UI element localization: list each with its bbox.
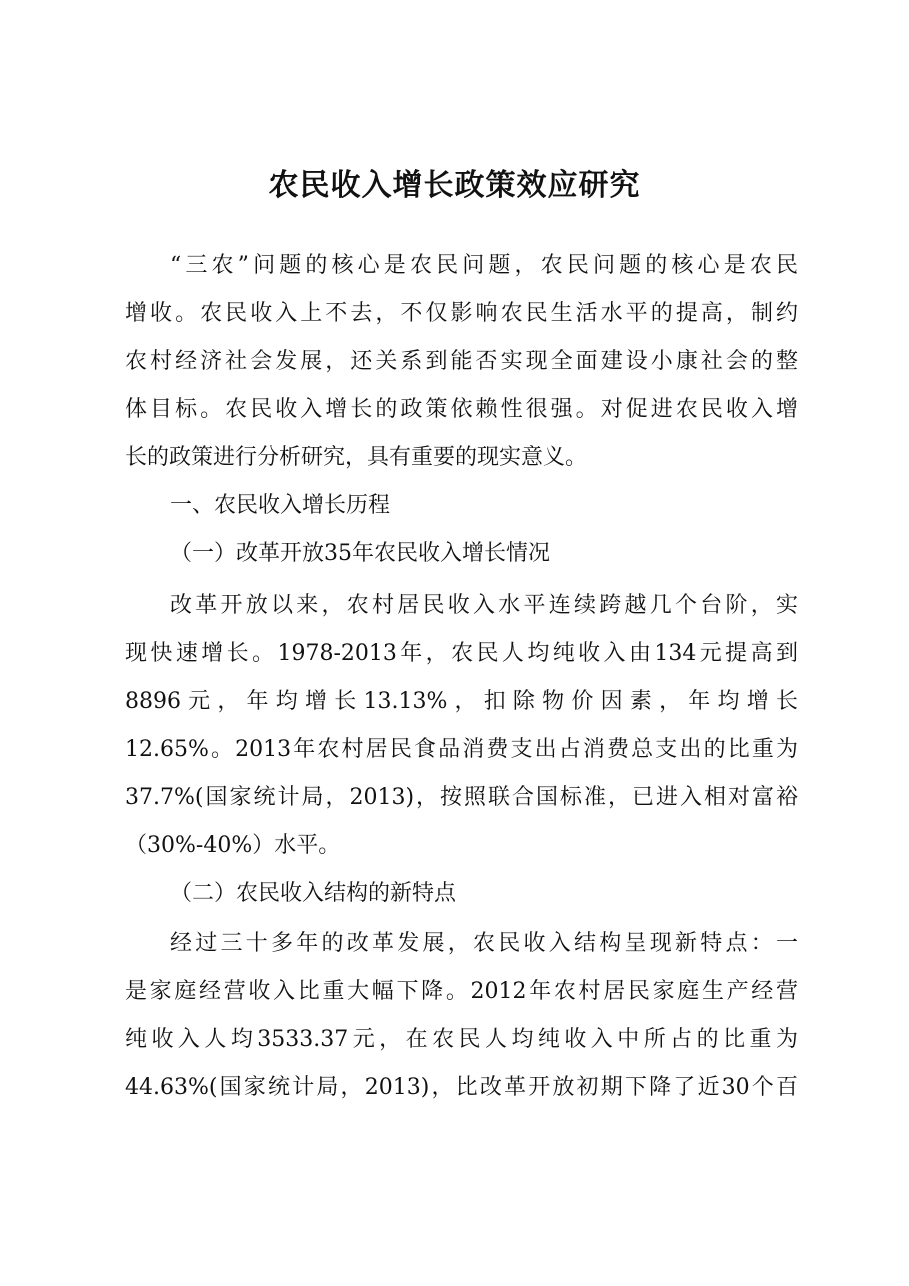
paragraph-line: 8896 元 ， 年 均 增 长 13.13% ， 扣 除 物 价 因 素 ， 年 均 增 长 (125, 689, 798, 714)
paragraph-line: 现快速增长。1978-2013年，农民人均纯收入由134元提高到 (125, 641, 798, 666)
paragraph-line: 增收。农民收入上不去，不仅影响农民生活水平的提高，制约 (125, 301, 798, 326)
paragraph-line: 长的政策进行分析研究，具有重要的现实意义。 (125, 445, 588, 470)
paragraph-line: 是家庭经营收入比重大幅下降。2012年农村居民家庭生产经营 (125, 979, 798, 1004)
paragraph-line: “三农”问题的核心是农民问题，农民问题的核心是农民 (170, 253, 798, 278)
paragraph-line: 12.65%。2013年农村居民食品消费支出占消费总支出的比重为 (125, 737, 798, 762)
paragraph-line: （30%-40%）水平。 (125, 833, 341, 858)
paragraph-line: 44.63%(国家统计局，2013)，比改革开放初期下降了近30个百 (125, 1075, 798, 1100)
paragraph-line: 纯收入人均3533.37元，在农民人均纯收入中所占的比重为 (125, 1027, 798, 1052)
paragraph-line: 体目标。农民收入增长的政策依赖性很强。对促进农民收入增 (125, 397, 798, 422)
paragraph-line: 改革开放以来，农村居民收入水平连续跨越几个台阶，实 (170, 593, 798, 618)
document-title: 农民收入增长政策效应研究 (268, 168, 641, 203)
paragraph-line: 农村经济社会发展，还关系到能否实现全面建设小康社会的整 (125, 349, 798, 374)
paragraph-line: 经过三十多年的改革发展，农民收入结构呈现新特点：一 (170, 931, 798, 956)
subsection-heading: （一）改革开放35年农民收入增长情况 (170, 541, 550, 566)
paragraph-line: 37.7%(国家统计局，2013)，按照联合国标准，已进入相对富裕 (125, 785, 798, 810)
section-heading: 一、农民收入增长历程 (170, 493, 391, 518)
subsection-heading: （二）农民收入结构的新特点 (170, 881, 457, 906)
